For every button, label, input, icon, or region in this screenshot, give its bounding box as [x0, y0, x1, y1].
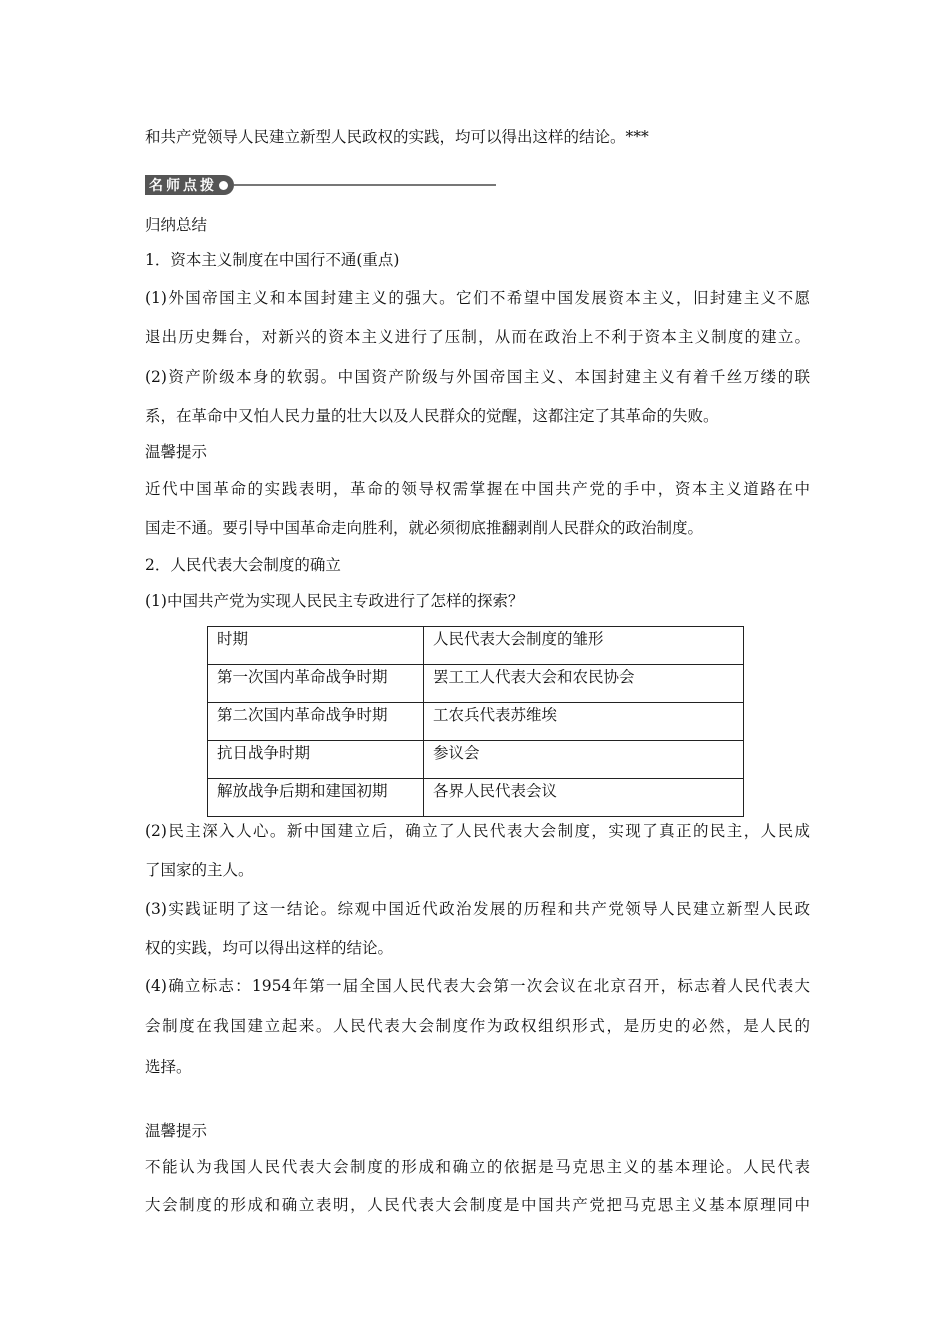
table-cell: 工农兵代表苏维埃 — [424, 703, 744, 741]
section1-point2-line1: (2)资产阶级本身的软弱。中国资产阶级与外国帝国主义、本国封建主义有着千丝万缕的联 — [145, 368, 810, 386]
section1-point2-line2: 系，在革命中又怕人民力量的壮大以及人民群众的觉醒，这都注定了其革命的失败。 — [145, 407, 719, 425]
bullet-dot-icon — [219, 181, 228, 190]
section2-point3-line1: (3)实践证明了这一结论。综观中国近代政治发展的历程和共产党领导人民建立新型人民政 — [145, 900, 810, 918]
table-cell: 抗日战争时期 — [208, 741, 424, 779]
section2-point4-line2: 会制度在我国建立起来。人民代表大会制度作为政权组织形式，是历史的必然，是人民的 — [145, 1017, 810, 1035]
banner-label: 名师点拨 — [149, 178, 217, 194]
table-header-cell: 时期 — [208, 627, 424, 665]
section-banner — [145, 175, 496, 195]
tip2-line1: 不能认为我国人民代表大会制度的形成和确立的依据是马克思主义的基本理论。人民代表 — [145, 1158, 810, 1176]
table-cell: 参议会 — [424, 741, 744, 779]
table-row — [208, 665, 744, 703]
tip1-line1: 近代中国革命的实践表明，革命的领导权需掌握在中国共产党的手中，资本主义道路在中 — [145, 480, 810, 498]
section2-point2-line2: 了国家的主人。 — [145, 861, 254, 879]
table-cell: 第二次国内革命战争时期 — [208, 703, 424, 741]
tip1-heading: 温馨提示 — [145, 443, 208, 461]
period-table — [207, 626, 744, 817]
table-row — [208, 703, 744, 741]
table-cell: 解放战争后期和建国初期 — [208, 779, 424, 817]
banner-rule — [234, 184, 496, 186]
tip1-line2: 国走不通。要引导中国革命走向胜利，就必须彻底推翻剥削人民群众的政治制度。 — [145, 519, 704, 537]
table-header-row — [208, 627, 744, 665]
table-cell: 各界人民代表会议 — [424, 779, 744, 817]
section2-point4-line3: 选择。 — [145, 1058, 192, 1076]
table-row — [208, 741, 744, 779]
table-header-cell: 人民代表大会制度的雏形 — [424, 627, 744, 665]
section2-point2-line1: (2)民主深入人心。新中国建立后，确立了人民代表大会制度，实现了真正的民主，人民成 — [145, 822, 810, 840]
section2-question: (1)中国共产党为实现人民民主专政进行了怎样的探索？ — [145, 592, 524, 610]
intro-line: 和共产党领导人民建立新型人民政权的实践，均可以得出这样的结论。*** — [145, 128, 649, 146]
table-cell: 罢工工人代表大会和农民协会 — [424, 665, 744, 703]
section1-point1-line2: 退出历史舞台，对新兴的资本主义进行了压制，从而在政治上不利于资本主义制度的建立。 — [145, 328, 810, 346]
table-row — [208, 779, 744, 817]
section1-title: 1．资本主义制度在中国行不通(重点) — [145, 251, 400, 269]
tip2-heading: 温馨提示 — [145, 1122, 208, 1140]
section2-title: 2．人民代表大会制度的确立 — [145, 556, 341, 574]
section1-point1-line1: (1)外国帝国主义和本国封建主义的强大。它们不希望中国发展资本主义，旧封建主义不愿 — [145, 289, 810, 307]
table-cell: 第一次国内革命战争时期 — [208, 665, 424, 703]
section2-point4-line1: (4)确立标志：1954年第一届全国人民代表大会第一次会议在北京召开，标志着人民代表大 — [145, 977, 810, 995]
section2-point3-line2: 权的实践，均可以得出这样的结论。 — [145, 939, 394, 957]
tip2-line2: 大会制度的形成和确立表明，人民代表大会制度是中国共产党把马克思主义基本原理同中 — [145, 1196, 810, 1214]
summary-heading: 归纳总结 — [145, 216, 208, 234]
banner-label-box — [145, 175, 234, 195]
